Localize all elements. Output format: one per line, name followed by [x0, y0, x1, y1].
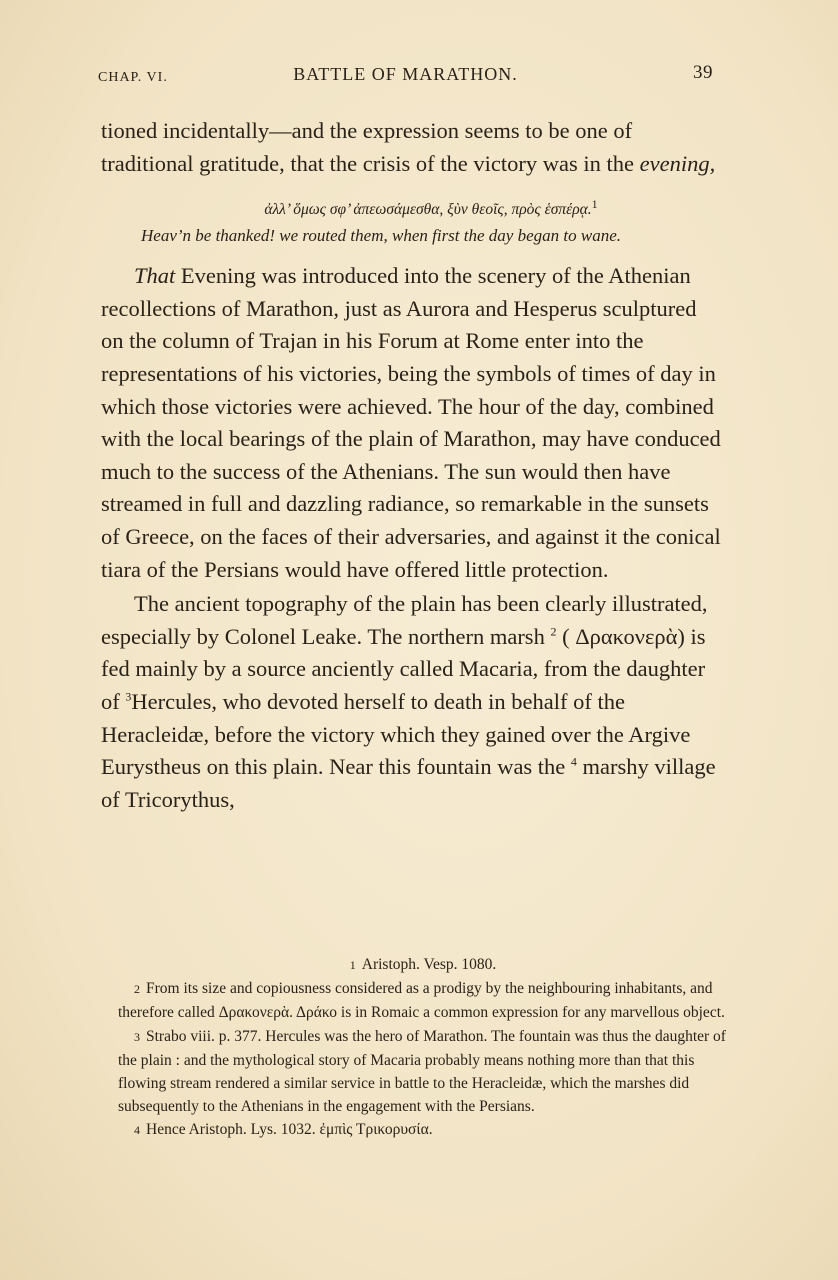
italic-word: evening, [639, 150, 716, 176]
footnote [118, 1118, 728, 1142]
italic-word: That [134, 263, 176, 289]
page-number: 39 [693, 62, 713, 83]
paragraph-text: Hercules, who devoted herself to death in behalf of the Heracleidæ, before the victory which they gained over the Argive Eurystheus on this plain. Near this fountain was the [101, 688, 691, 780]
footnote-text: Strabo viii. p. 377. Hercules was the hero of Marathon. The fountain was thus the daughter of the plain : and the mythological story of Macaria probably means nothing more than that this flowing stream rendered a similar service in battle to the Heracleidæ, which the marshes did subsequently to the Athenians in the engagement with the Persians. [118, 1027, 726, 1116]
footnote-number: 1 [349, 958, 356, 972]
running-header [98, 62, 713, 92]
footnote-number: 3 [134, 1029, 140, 1044]
paragraph [101, 260, 721, 586]
footnote-ref: 2 [550, 624, 557, 639]
paragraph-continued [101, 115, 721, 180]
footnote-text: Aristoph. Vesp. 1080. [361, 956, 497, 973]
greek-verse: ἀλλ’ ὅμως σφ’ ἀπεωσάμεσθα, ξὺν θεοῖς, πρὸς ἑσπέρᾳ. [264, 201, 592, 219]
paragraph-text: The ancient topography of the plain has been clearly illustrated, especially by Colonel Leake. The northern marsh [101, 591, 708, 649]
greek-line [141, 197, 721, 220]
running-title: BATTLE OF MARATHON. [293, 64, 518, 84]
footnote-ref: 1 [591, 197, 598, 212]
paragraph-text: marshy village of Tricorythus, [101, 754, 716, 812]
paragraph [101, 588, 721, 816]
footnote-text: From its size and copiousness considered as a prodigy by the neighbouring inhabitants, and therefore called Δρακονερὰ. Δράκο is in Romaic a common expression for any marvellous object. [118, 980, 725, 1022]
footnote [118, 977, 728, 1024]
english-translation: Heav’n be thanked! we routed them, when first the day began to wane. [141, 226, 621, 246]
paragraph-text: Evening was introduced into the scenery of the Athenian recollections of Marathon, just as Aurora and Hesperus sculptured on the column of Trajan in his Forum at Rome enter into the representations of his victories, being the symbols of times of day in which those victories were achieved. The hour of the day, combined with the local bearings of the plain of Marathon, may have conduced much to the success of the Athenians. The sun would then have streamed in full and dazzling radiance, so remarkable in the sunsets of Greece, on the faces of their adversaries, and against it the conical tiara of the Persians would have offered little protection. [101, 263, 721, 582]
paragraph-text: tioned incidentally—and the expression seems to be one of traditional gratitude, that the crisis of the victory was in the [101, 118, 634, 176]
paragraph-text: ( Δρακονερὰ) is fed mainly by a source anciently called Macaria, from the daughter of [101, 623, 706, 714]
footnote [118, 1025, 728, 1119]
footnote-text: Hence Aristoph. Lys. 1032. ἐμπὶς Τρικορυσία. [146, 1121, 433, 1139]
footnote-number: 4 [134, 1123, 140, 1138]
chapter-label: CHAP. VI. [98, 70, 168, 85]
verse-quotation [101, 197, 721, 246]
footnote-number: 2 [134, 982, 140, 997]
main-text [101, 115, 721, 816]
footnotes [118, 953, 728, 1143]
footnote-ref: 4 [570, 754, 577, 769]
footnote [118, 953, 728, 977]
footnote-ref: 3 [125, 689, 132, 704]
